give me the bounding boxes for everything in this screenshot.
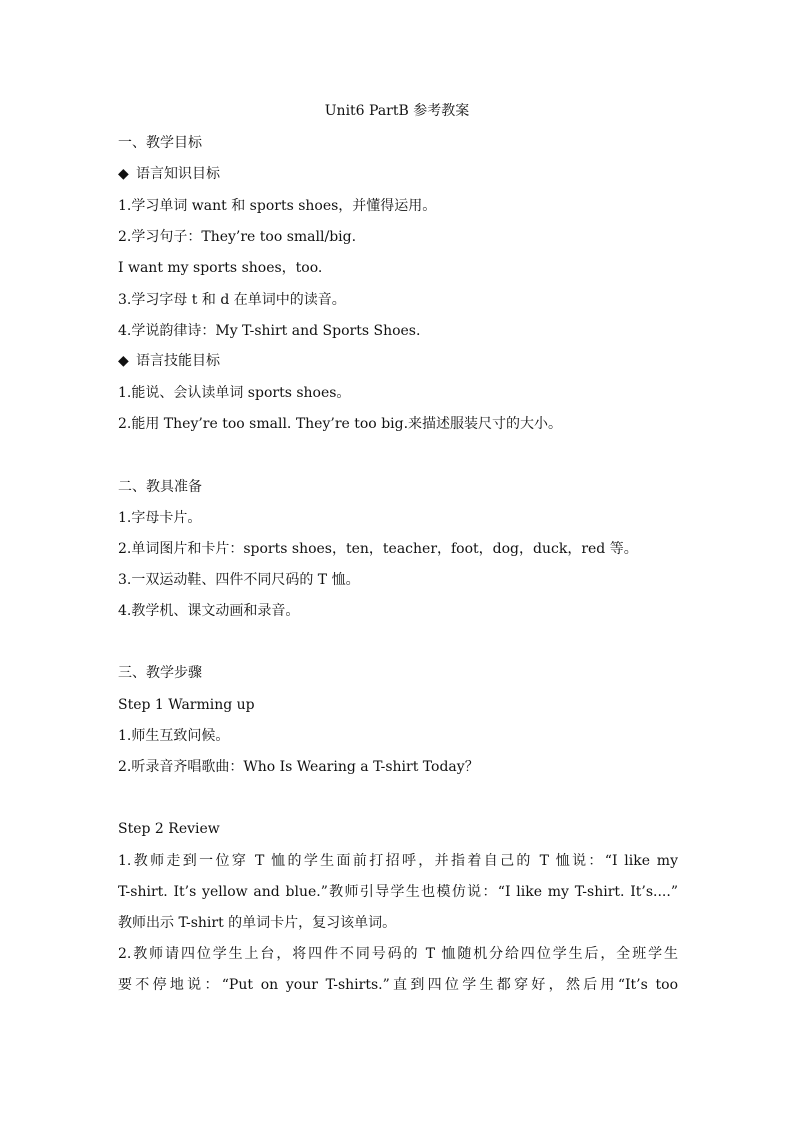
diamond-bullet-icon: ◆ (118, 353, 129, 369)
knowledge-item-4: 4.学说韵律诗：My T-shirt and Sports Shoes. (118, 323, 421, 339)
subheading-knowledge: ◆ 语言知识目标 (118, 163, 678, 185)
skill-item-2: 2.能用 They’re too small. They’re too big.来描述服装尺寸的大小。 (118, 416, 563, 432)
section-heading-steps: 三、教学步骤 (118, 665, 202, 681)
materials-item-3: 3.一双运动鞋、四件不同尺码的 T 恤。 (118, 572, 360, 588)
step1-item-2: 2.听录音齐唱歌曲：Who Is Wearing a T-shirt Today？ (118, 759, 479, 775)
document-title: Unit6 PartB 参考教案 (324, 103, 470, 119)
step1-item-1: 1.师生互致问候。 (118, 728, 230, 744)
step2-paragraph-1-line-2: T-shirt. It’s yellow and blue.”教师引导学生也模仿说：“I like my T-shirt. It’s....” (118, 884, 678, 900)
step2-paragraph-2-line-1: 2.教师请四位学生上台，将四件不同号码的 T 恤随机分给四位学生后，全班学生 (118, 946, 678, 962)
section-heading-materials: 二、教具准备 (118, 479, 202, 495)
diamond-bullet-icon: ◆ (118, 166, 129, 182)
step2-paragraph-1-line-3: 教师出示 T-shirt 的单词卡片，复习该单词。 (118, 915, 397, 931)
step2-paragraph-1-line-1: 1.教师走到一位穿 T 恤的学生面前打招呼，并指着自己的 T 恤说：“I like my (118, 853, 678, 869)
knowledge-item-2-continued: I want my sports shoes，too. (118, 260, 323, 276)
knowledge-item-1: 1.学习单词 want 和 sports shoes，并懂得运用。 (118, 198, 437, 214)
section-heading-objectives: 一、教学目标 (118, 135, 202, 151)
step2-paragraph-2-line-2: 要不停地说：“Put on your T-shirts.”直到四位学生都穿好，然后用“It’s too (118, 977, 678, 993)
subheading-skills: ◆ 语言技能目标 (118, 350, 678, 372)
step1-title: Step 1 Warming up (118, 697, 255, 713)
step2-title: Step 2 Review (118, 821, 220, 837)
materials-item-2: 2.单词图片和卡片：sports shoes，ten，teacher，foot，dog，duck，red 等。 (118, 541, 638, 557)
materials-item-4: 4.教学机、课文动画和录音。 (118, 603, 300, 619)
knowledge-item-2: 2.学习句子：They’re too small/big. (118, 229, 357, 245)
materials-item-1: 1.字母卡片。 (118, 510, 202, 526)
knowledge-item-3: 3.学习字母 t 和 d 在单词中的读音。 (118, 292, 346, 308)
skill-item-1: 1.能说、会认读单词 sports shoes。 (118, 385, 351, 401)
